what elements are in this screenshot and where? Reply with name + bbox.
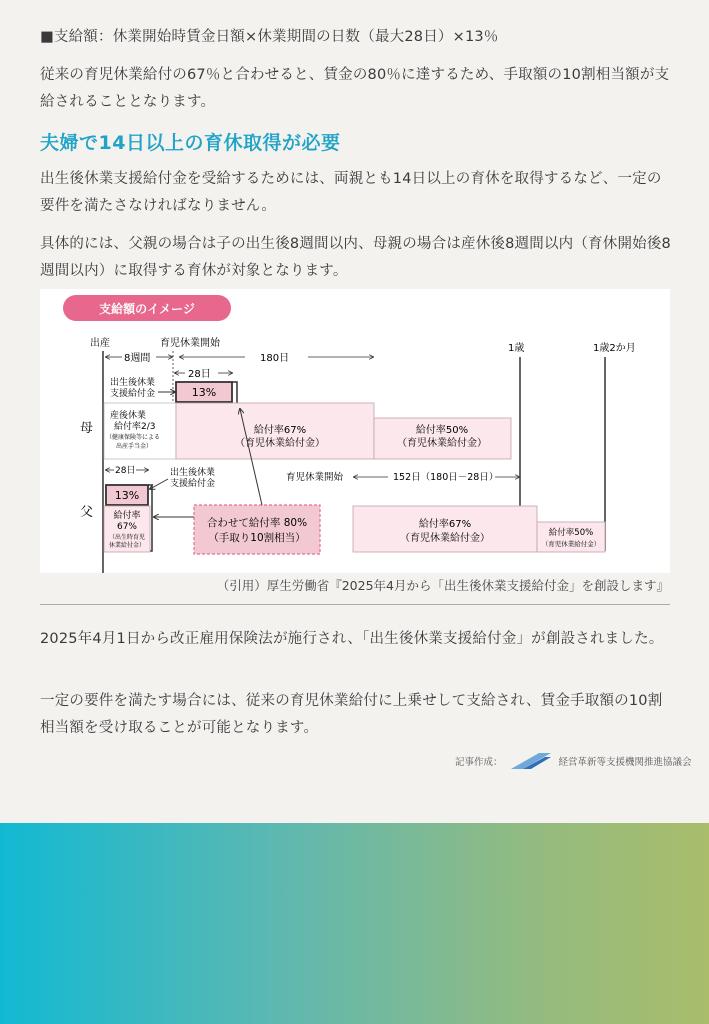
footer-gradient-band: [0, 823, 709, 1024]
father-rate50-line1: 給付率50%: [548, 528, 594, 538]
intro-paragraph: 従来の育児休業給付の67％と合わせると、賃金の80％に達するため、手取額の10割相当額が支給されることとなります。: [40, 67, 670, 110]
father-rate67-line1: 給付率: [113, 511, 141, 521]
age1-2m-label: 1歳2か月: [593, 343, 636, 354]
father-13pct-text: 13%: [114, 489, 140, 502]
birth-label: 出産: [90, 338, 110, 349]
mother-support-line2: 支援給付金: [110, 389, 156, 399]
mother-label: 母: [80, 421, 94, 436]
father-days28-label: 28日: [115, 466, 136, 476]
combined-line2: （手取り10割相当）: [208, 532, 306, 544]
article-credit: [455, 750, 692, 772]
benefit-diagram: [40, 289, 670, 573]
citation: （引用）厚生労働省『2025年4月から「出生後休業支援給付金」を創設します』: [216, 578, 669, 593]
maternity-line1: 産後休業: [110, 411, 147, 421]
mother-13pct-text: 13%: [191, 386, 217, 399]
mother-support-line1: 出生後休業: [110, 378, 156, 388]
mother-rate50-line1: 給付率50%: [415, 425, 469, 436]
father-rate67b-line2: （育児休業給付金）: [400, 533, 490, 544]
days152-label: 152日（180日－28日）: [393, 472, 499, 483]
section-heading: 夫婦で14日以上の育休取得が必要: [40, 132, 341, 154]
father-label: 父: [80, 505, 94, 520]
org-name: 経営革新等支援機関推進協議会: [558, 757, 692, 768]
diagram-badge-text: 支給額のイメージ: [99, 302, 195, 316]
leave-start-label: 育児休業開始: [160, 338, 220, 349]
requirement-paragraph: 出生後休業支援給付金を受給するためには、両親とも14日以上の育休を取得するなど、一定の要件を満たさなければなりません。: [40, 171, 662, 214]
maternity-line4: 出産手当金）: [116, 443, 153, 450]
benefit-paragraph: 一定の要件を満たす場合には、従来の育児休業給付に上乗せして支給され、賃金手取額の10割相当額を受け取ることが可能となります。: [40, 693, 663, 736]
father-rate67-line3: （出生時育児: [108, 534, 146, 541]
father-rate67b-line1: 給付率67%: [418, 519, 472, 530]
father-support-line1: 出生後休業: [170, 468, 216, 478]
mother-days28-label: 28日: [188, 369, 211, 380]
maternity-line2: 給付率2/3: [114, 422, 156, 432]
credit-label: 記事作成：: [455, 757, 503, 768]
mother-rate67-line1: 給付率67%: [253, 425, 307, 436]
org-logo-icon: [509, 751, 553, 771]
mother-rate50-line2: （育児休業給付金）: [397, 438, 487, 449]
law-paragraph: 2025年4月1日から改正雇用保険法が施行され、「出生後休業支援給付金」が創設されました。: [40, 631, 664, 647]
detail-paragraph: 具体的には、父親の場合は子の出生後8週間以内、母親の場合は産休後8週間以内（育休開始後8週間以内）に取得する育休が対象となります。: [40, 236, 671, 279]
father-support-line2: 支援給付金: [170, 479, 216, 489]
weeks8-label: 8週間: [124, 353, 151, 364]
combined-line1: 合わせて給付率 80%: [206, 517, 308, 529]
days180-label: 180日: [260, 353, 290, 364]
divider: [40, 604, 670, 605]
mother-rate67-line2: （育児休業給付金）: [235, 438, 325, 449]
age1-label: 1歳: [508, 343, 525, 354]
father-rate50-line2: （育児休業給付金）: [541, 540, 601, 548]
combined-80pct-box: [194, 505, 320, 554]
father-rate67-line2: 67%: [116, 522, 138, 532]
father-leave-start-label: 育児休業開始: [286, 472, 344, 483]
maternity-line3: （健康保険等による: [106, 434, 161, 441]
benefit-formula: ■支給額：休業開始時賃金日額×休業期間の日数（最大28日）×13％: [40, 29, 499, 45]
father-rate67-line4: 休業給付金）: [108, 542, 146, 549]
